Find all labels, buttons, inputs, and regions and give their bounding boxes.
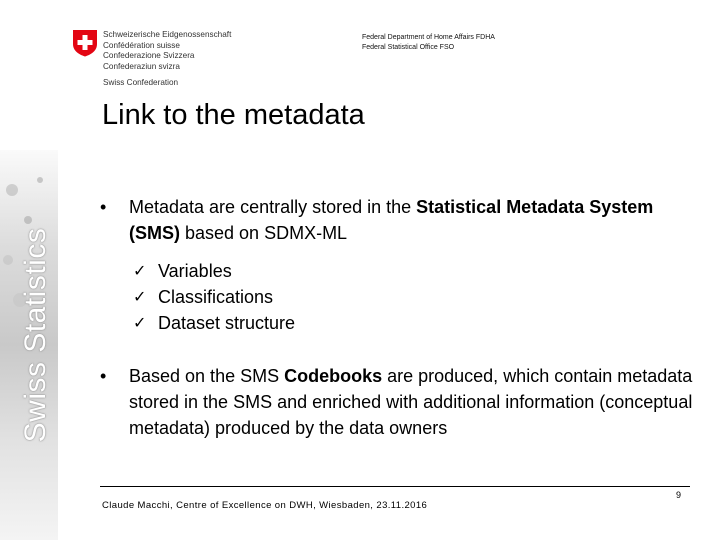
- side-photo-band: [0, 150, 58, 540]
- swiss-statistics-label: Swiss Statistics: [19, 227, 52, 443]
- checklist-label: Classifications: [158, 287, 274, 307]
- bullet-dot: •: [100, 366, 107, 386]
- bullet-text: Based on the SMS Codebooks are produced, which contain metadata stored in the SMS and enriched with additional information (conceptual metadata) produced by the data owners: [129, 366, 693, 438]
- confederation-line-en: Swiss Confederation: [103, 78, 179, 87]
- checkmark-icon: ✓: [133, 261, 147, 280]
- bullet-dot: •: [100, 197, 107, 217]
- confederation-line-de: Schweizerische Eidgenossenschaft: [103, 30, 232, 39]
- confederation-line-it: Confederazione Svizzera: [103, 51, 195, 60]
- department-name: Federal Department of Home Affairs FDHA: [362, 34, 495, 41]
- page-number: 9: [676, 490, 682, 500]
- confederation-line-rm: Confederaziun svizra: [103, 61, 180, 71]
- footer-divider: [100, 486, 690, 487]
- confederation-line-fr: Confédération suisse: [103, 40, 180, 50]
- checkmark-icon: ✓: [133, 287, 147, 306]
- swiss-cross-logo: [72, 29, 98, 57]
- slide-title: Link to the metadata: [102, 99, 365, 131]
- footer-text: Claude Macchi, Centre of Excellence on DWH, Wiesbaden, 23.11.2016: [102, 500, 428, 511]
- office-name: Federal Statistical Office FSO: [362, 44, 455, 51]
- department-info: [362, 33, 495, 53]
- checkmark-icon: ✓: [133, 313, 147, 332]
- checklist-label: Variables: [158, 261, 232, 281]
- bullet-text: Metadata are centrally stored in the Statistical Metadata System (SMS) based on SDMX-ML: [129, 197, 654, 243]
- confederation-wordmark: [103, 30, 231, 89]
- checklist-label: Dataset structure: [158, 313, 296, 333]
